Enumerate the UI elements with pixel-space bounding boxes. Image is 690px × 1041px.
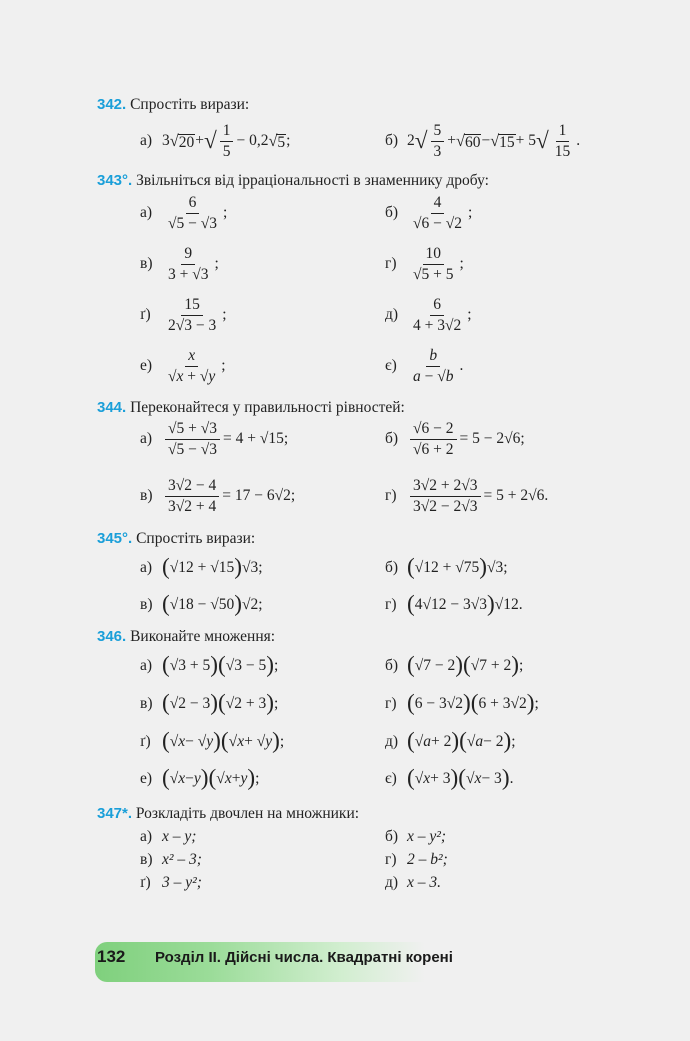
item-label: б) [385, 132, 399, 150]
expression-342a: а) 3 √ 20 + √ $\frac{1}{5}$ − 0,2 √ 5 ; [140, 122, 291, 160]
expression-347g [385, 851, 448, 869]
expression-346d: д) ( √ a + 2 )( √ a − 2 ) ; [385, 728, 516, 754]
item-label: б) [385, 558, 399, 576]
expression-347gg [140, 874, 202, 892]
item-label: б) [385, 656, 399, 674]
item-label: є) [385, 357, 397, 375]
item-label: в) [140, 255, 153, 273]
page-number: 132 [97, 947, 126, 966]
expression-343v: в) $\frac{9}{3 + √3}$ ; [140, 245, 219, 283]
expression-347a [140, 828, 196, 846]
expression-343d: д) $\frac{6}{4 + 3√2}$ ; [385, 296, 472, 334]
expression-346g: г) ( 6 − 3√2 )( 6 + 3√2 ) ; [385, 690, 539, 716]
expression-345b: б) ( √12 + √75 ) √3; [385, 554, 508, 580]
item-label: а) [140, 558, 153, 576]
expression-344a: а) $\frac{√5 + √3}{√5 - √3}$ = 4 + √15; [140, 420, 289, 458]
expression-346a: а) ( √3 + 5 )( √3 − 5 ) ; [140, 652, 279, 678]
expression-343b: б) $\frac{4}{√6 - √2}$ ; [385, 194, 473, 232]
expression-345v: в) ( √18 − √50 ) √2; [140, 591, 263, 617]
expression-346gg: ґ) ( √ x − √ y )( √ x + √ y ) ; [140, 728, 285, 754]
exercise-title: Розкладіть двочлен на множники: [135, 805, 360, 822]
expression-343a: а) $\frac{6}{√5 - √3}$ ; [140, 194, 228, 232]
item-label: г) [385, 694, 397, 712]
item-label: в) [140, 694, 153, 712]
item-label: а) [140, 204, 153, 222]
item-label: в) [140, 487, 153, 505]
exercise-number: 347*. [97, 805, 133, 822]
item-label: д) [385, 732, 399, 750]
item-label: г) [385, 487, 397, 505]
item-label: ґ) [140, 732, 151, 750]
item-label: а) [140, 656, 153, 674]
exercise-title: Виконайте множення: [130, 628, 276, 645]
expression-text: x – y²; [407, 828, 447, 845]
item-label: е) [140, 769, 153, 787]
exercise-title: Звільніться від ірраціональності в знаменнику дробу: [136, 172, 489, 189]
item-label: г) [385, 851, 397, 868]
item-label: е) [140, 357, 153, 375]
item-label: є) [385, 769, 397, 787]
item-label: в) [140, 851, 153, 868]
item-label: в) [140, 595, 153, 613]
exercise-number: 342. [97, 96, 127, 113]
expression-text: x – y; [162, 828, 197, 845]
item-label: д) [385, 874, 399, 891]
exercise-number: 346. [97, 628, 127, 645]
item-label: б) [385, 828, 399, 845]
item-label: д) [385, 306, 399, 324]
expression-346b: б) ( √7 − 2 )( √7 + 2 ) ; [385, 652, 524, 678]
expression-347v [140, 851, 202, 869]
item-label: ґ) [140, 874, 151, 891]
expression-344g: г) $\frac{3√2 + 2√3}{3√2 - 2√3}$ = 5 + 2√6. [385, 477, 549, 515]
expression-text: 3 – y²; [162, 874, 202, 891]
item-label: б) [385, 430, 399, 448]
exercise-title: Переконайтеся у правильності рівностей: [130, 399, 405, 416]
expression-343g: г) $\frac{10}{√5 + 5}$ ; [385, 245, 464, 283]
item-label: а) [140, 132, 153, 150]
expression-343gg: ґ) $\frac{15}{2√3 - 3}$ ; [140, 296, 227, 334]
expression-346v: в) ( √2 − 3 )( √2 + 3 ) ; [140, 690, 279, 716]
expression-345a: а) ( √12 + √15 ) √3; [140, 554, 263, 580]
exercise-345 [97, 530, 255, 548]
expression-347b [385, 828, 446, 846]
expression-346ye: є) ( √ x + 3 )( √ x − 3 ) . [385, 765, 514, 791]
exercise-number: 345°. [97, 530, 133, 547]
item-label: г) [385, 595, 397, 613]
item-label: б) [385, 204, 399, 222]
chapter-title: Розділ ІІ. Дійсні числа. Квадратні корені [155, 949, 453, 966]
expression-343ye: є) $\frac{b}{a - √b}$ . [385, 347, 464, 385]
exercise-342 [97, 96, 249, 114]
exercise-title: Спростіть вирази: [130, 96, 250, 113]
expression-343e: е) $\frac{x}{√x + √y}$ ; [140, 347, 226, 385]
exercise-346 [97, 628, 275, 646]
item-label: ґ) [140, 306, 151, 324]
expression-text: x² – 3; [162, 851, 202, 868]
expression-347d [385, 874, 441, 892]
item-label: г) [385, 255, 397, 273]
expression-346e: е) ( √ x − y )( √ x + y ) ; [140, 765, 260, 791]
exercise-343 [97, 172, 489, 190]
expression-344b: б) $\frac{√6 - 2}{√6 + 2}$ = 5 − 2√6; [385, 420, 525, 458]
exercise-347 [97, 805, 359, 823]
exercise-number: 343°. [97, 172, 133, 189]
expression-text: 2 – b²; [407, 851, 448, 868]
item-label: а) [140, 430, 153, 448]
expression-344v: в) $\frac{3√2 - 4}{3√2 + 4}$ = 17 − 6√2; [140, 477, 296, 515]
expression-345g: г) ( 4√12 − 3√3 ) √12. [385, 591, 523, 617]
item-label: а) [140, 828, 153, 845]
expression-342b: б) 2 √ $\frac{5}{3}$ + √ 60 − √ 15 + 5 √ $\frac{1}{15}$ . [385, 122, 581, 160]
exercise-number: 344. [97, 399, 127, 416]
exercise-title: Спростіть вирази: [136, 530, 256, 547]
exercise-344 [97, 399, 405, 417]
expression-text: x – 3. [407, 874, 442, 891]
